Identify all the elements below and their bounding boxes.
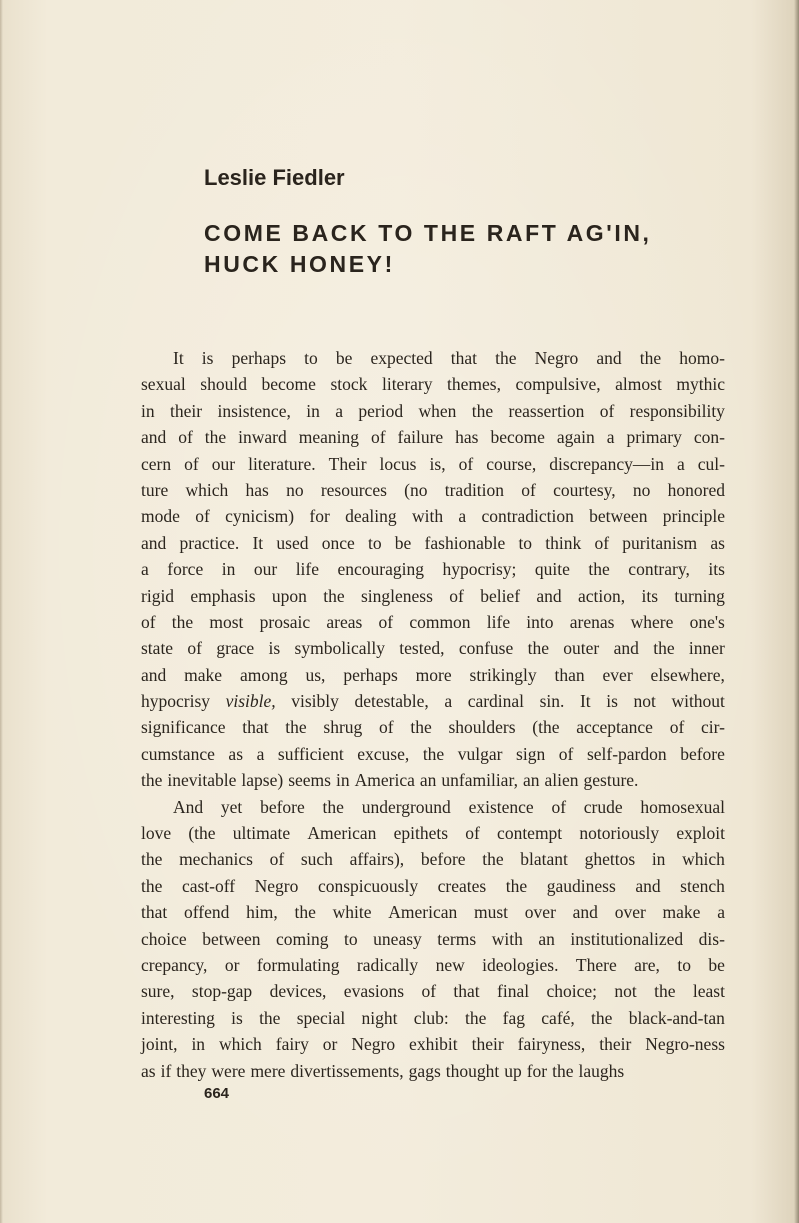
text-line: the mechanics of such affairs), before the blatant ghettos in which: [141, 849, 725, 870]
paragraph: [141, 794, 725, 1084]
author-name: Leslie Fiedler: [204, 165, 345, 190]
page-left-edge-shadow: [0, 0, 3, 1223]
text-line: rigid emphasis upon the singleness of belief and action, its turning: [141, 585, 725, 606]
text-line: and make among us, perhaps more strikingly than ever elsewhere,: [141, 664, 725, 685]
text-line: crepancy, or formulating radically new ideologies. There are, to be: [141, 954, 725, 975]
text-line: the inevitable lapse) seems in America an unfamiliar, an alien gesture.: [141, 770, 639, 791]
title-line: HUCK HONEY!: [204, 251, 395, 277]
text-line: interesting is the special night club: the fag café, the black-and-tan: [141, 1007, 725, 1028]
text-line: love (the ultimate American epithets of contempt notoriously exploit: [141, 823, 725, 844]
text-line: that offend him, the white American must over and over make a: [141, 902, 725, 923]
text-line: in their insistence, in a period when the reassertion of responsibility: [141, 400, 725, 421]
article-title: [204, 218, 704, 280]
text-line: cern of our literature. Their locus is, of course, discrepancy—in a cul-: [141, 453, 725, 474]
text-line: and practice. It used once to be fashionable to think of puritanism as: [141, 532, 725, 553]
text-line: significance that the shrug of the shoulders (the acceptance of cir-: [141, 717, 725, 738]
text-line: And yet before the underground existence of crude homosexual: [173, 796, 725, 817]
body-text: [141, 345, 725, 1084]
text-line: choice between coming to uneasy terms with an institutionalized dis-: [141, 928, 725, 949]
text-line: cumstance as a sufficient excuse, the vulgar sign of self-pardon before: [141, 743, 725, 764]
text-line: as if they were mere divertissements, gags thought up for the laughs: [141, 1060, 625, 1081]
title-line: COME BACK TO THE RAFT AG'IN,: [204, 220, 652, 246]
page-right-edge-shadow: [794, 0, 799, 1223]
text-line: It is perhaps to be expected that the Negro and the homo-: [173, 348, 725, 368]
page-number: 664: [204, 1085, 230, 1102]
text-line: of the most prosaic areas of common life into arenas where one's: [141, 611, 725, 632]
text-line: ture which has no resources (no tradition of courtesy, no honored: [141, 479, 725, 500]
text-line: state of grace is symbolically tested, confuse the outer and the inner: [141, 638, 725, 659]
text-line: the cast-off Negro conspicuously creates the gaudiness and stench: [141, 875, 725, 896]
text-line: joint, in which fairy or Negro exhibit their fairyness, their Negro-ness: [141, 1034, 725, 1055]
text-line: and of the inward meaning of failure has become again a primary con-: [141, 427, 725, 448]
paragraph: [141, 345, 725, 794]
text-line: sure, stop-gap devices, evasions of that final choice; not the least: [141, 981, 725, 1002]
text-line: sexual should become stock literary themes, compulsive, almost mythic: [141, 374, 725, 395]
text-line: a force in our life encouraging hypocrisy; quite the contrary, its: [141, 559, 725, 580]
text-line: mode of cynicism) for dealing with a contradiction between principle: [141, 506, 725, 527]
text-line: hypocrisy visible, visibly detestable, a cardinal sin. It is not without: [141, 691, 725, 712]
